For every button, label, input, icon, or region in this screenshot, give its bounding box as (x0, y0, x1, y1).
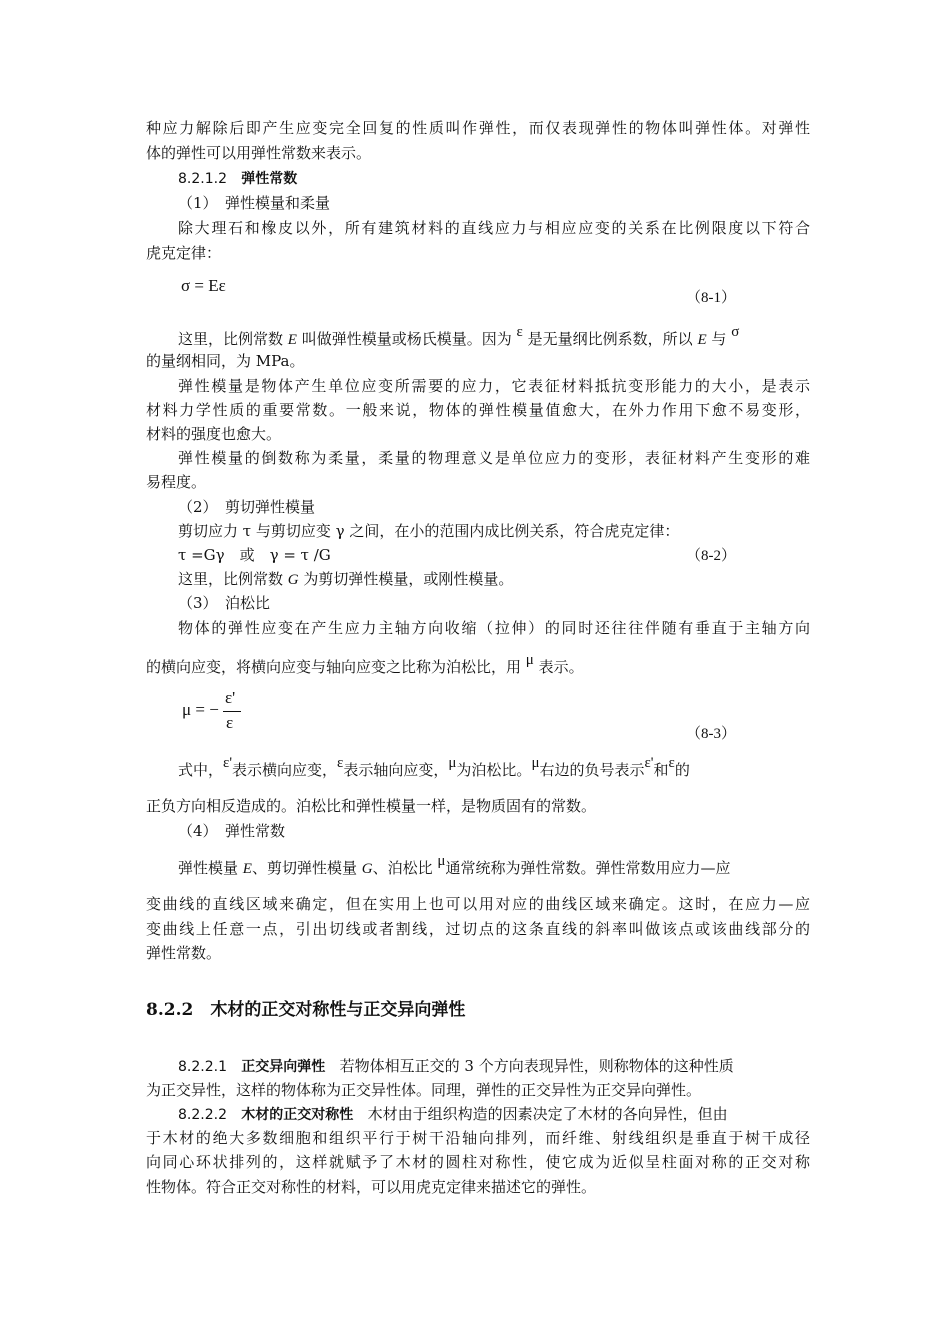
subsection-8-2-2-2-line-4: 性物体。符合正交对称性的材料，可以用虎克定律来描述它的弹性。 (146, 1178, 597, 1196)
text-span: 表示轴向应变， (343, 761, 449, 779)
symbol-E: E (287, 332, 297, 348)
equation-8-1: σ = Eε (181, 276, 226, 295)
item-3-heading: （3） 泊松比 (178, 594, 271, 612)
item-2-heading: （2） 剪切弹性模量 (178, 498, 316, 516)
symbol-E: E (697, 332, 707, 348)
para-9-line-1 (178, 853, 810, 880)
subsection-8-2-2-2-line-3: 向同心环状排列的，这样就赋予了木材的圆柱对称性，使它成为近似呈柱面对称的正交对称 (146, 1153, 810, 1171)
equation-8-3 (182, 688, 262, 738)
para-9-line-4: 弹性常数。 (146, 944, 222, 962)
para-3-line-2: 材料力学性质的重要常数。一般来说，物体的弹性模量值愈大，在外力作用下愈不易变形， (146, 401, 810, 419)
text-span: 木材由于组织构造的因素决定了木材的各向异性，但由 (367, 1105, 728, 1123)
equation-lhs: μ = − (182, 700, 219, 719)
para-3-line-3: 材料的强度也愈大。 (146, 425, 282, 443)
text-span: 和 (653, 761, 669, 779)
para-1-line-2: 虎克定律： (146, 244, 222, 262)
para-5-line-1: 剪切应力 τ 与剪切应变 γ 之间，在小的范围内成比例关系，符合虎克定律： (178, 522, 680, 540)
symbol-epsilon: ε (668, 755, 675, 771)
text-span: 与 (711, 330, 727, 348)
para-8-line-2: 正负方向相反造成的。泊松比和弹性模量一样，是物质固有的常数。 (146, 797, 597, 815)
text-span: 这里，比例常数 (178, 570, 284, 588)
text-span: 表示。 (538, 658, 584, 676)
para-2-line-2: 的量纲相同，为 MPa。 (146, 352, 305, 370)
subsection-8-2-2-2-line-2: 于木材的绝大多数细胞和组织平行于树干沿轴向排列，而纤维、射线组织是垂直于树干成径 (146, 1129, 810, 1147)
subsection-8-2-2-1-line-1 (178, 1055, 810, 1078)
para-4-line-1: 弹性模量的倒数称为柔量，柔量的物理意义是单位应力的变形，表征材料产生变形的难 (178, 449, 810, 467)
symbol-epsilon: ε (337, 755, 344, 771)
symbol-G: G (287, 572, 299, 588)
text-span: 叫做弹性模量或杨氏模量。因为 (301, 330, 512, 348)
subsection-8-2-2-1-line-2: 为正交异性，这样的物体称为正交异性体。同理，弹性的正交异性为正交异向弹性。 (146, 1081, 702, 1099)
text-span: 弹性模量 (178, 859, 239, 877)
intro-line-1: 种应力解除后即产生应变完全回复的性质叫作弹性，而仅表现弹性的物体叫弹性体。对弹性 (146, 119, 810, 137)
text-span: 、剪切弹性模量 (251, 859, 357, 877)
text-span: 为剪切弹性模量，或刚性模量。 (303, 570, 514, 588)
subsection-8-2-2-2-line-1 (178, 1103, 810, 1126)
para-9-line-3: 变曲线上任意一点，引出切线或者割线，过切点的这条直线的斜率叫做该点或该曲线部分的 (146, 920, 810, 938)
symbol-mu: μ (448, 755, 457, 771)
equation-number-8-1: （8-1） (686, 290, 736, 306)
item-4-heading: （4） 弹性常数 (178, 822, 286, 840)
fraction-bar (223, 711, 241, 712)
text-span: 的 (674, 761, 690, 779)
text-span: 右边的负号表示 (539, 761, 645, 779)
symbol-epsilon: ε (516, 324, 523, 340)
text-span: 若物体相互正交的 3 个方向表现异性，则称物体的这种性质 (339, 1057, 734, 1075)
section-number: 8.2.1.2 (178, 171, 227, 187)
symbol-G: G (361, 861, 373, 877)
fraction-denominator: ε (226, 713, 234, 732)
symbol-mu: μ (531, 755, 540, 771)
symbol-sigma: σ (731, 324, 740, 340)
section-number: 8.2.2.1 (178, 1059, 227, 1075)
text-span: 、泊松比 (372, 859, 433, 877)
para-9-line-2: 变曲线的直线区域来确定，但在实用上也可以用对应的曲线区域来确定。这时，在应力—应 (146, 895, 810, 913)
section-title: 弹性常数 (241, 171, 298, 187)
para-7-line-1: 物体的弹性应变在产生应力主轴方向收缩（拉伸）的同时还往往伴随有垂直于主轴方向 (178, 619, 810, 637)
para-6-line-1 (178, 568, 810, 591)
text-span: 的横向应变，将横向应变与轴向应变之比称为泊松比，用 (146, 658, 522, 676)
para-7-line-2 (146, 652, 810, 679)
text-span: 为泊松比。 (456, 761, 532, 779)
para-1-line-1: 除大理石和橡皮以外，所有建筑材料的直线应力与相应应变的关系在比例限度以下符合 (178, 219, 810, 237)
symbol-E: E (242, 861, 252, 877)
section-heading-8-2-2: 8.2.2 木材的正交对称性与正交异向弹性 (146, 1000, 466, 1020)
section-heading-8-2-1-2 (178, 167, 810, 190)
symbol-epsilon-prime: ε' (223, 755, 233, 771)
para-2-line-1 (178, 324, 810, 351)
symbol-epsilon-prime: ε' (644, 755, 654, 771)
para-3-line-1: 弹性模量是物体产生单位应变所需要的应力，它表征材料抵抗变形能力的大小，是表示 (178, 377, 810, 395)
subsection-title: 木材的正交对称性 (241, 1107, 354, 1123)
text-span: 通常统称为弹性常数。弹性常数用应力—应 (445, 859, 731, 877)
equation-number-8-2: （8-2） (686, 548, 736, 564)
text-span: 式中， (178, 761, 224, 779)
para-4-line-2: 易程度。 (146, 473, 207, 491)
fraction-numerator: ε' (225, 688, 236, 707)
symbol-mu: μ (525, 652, 534, 668)
item-1-heading: （1） 弹性模量和柔量 (178, 194, 331, 212)
symbol-mu: μ (437, 853, 446, 869)
equation-8-2: τ =Gγ 或 γ = τ /G (178, 546, 331, 564)
equation-number-8-3: （8-3） (686, 726, 736, 742)
section-number: 8.2.2.2 (178, 1107, 227, 1123)
text-span: 这里，比例常数 (178, 330, 284, 348)
text-span: 是无量纲比例系数，所以 (527, 330, 693, 348)
text-span: 表示横向应变， (232, 761, 338, 779)
intro-line-2: 体的弹性可以用弹性常数来表示。 (146, 144, 372, 162)
para-8-line-1 (178, 755, 810, 782)
subsection-title: 正交异向弹性 (241, 1059, 326, 1075)
